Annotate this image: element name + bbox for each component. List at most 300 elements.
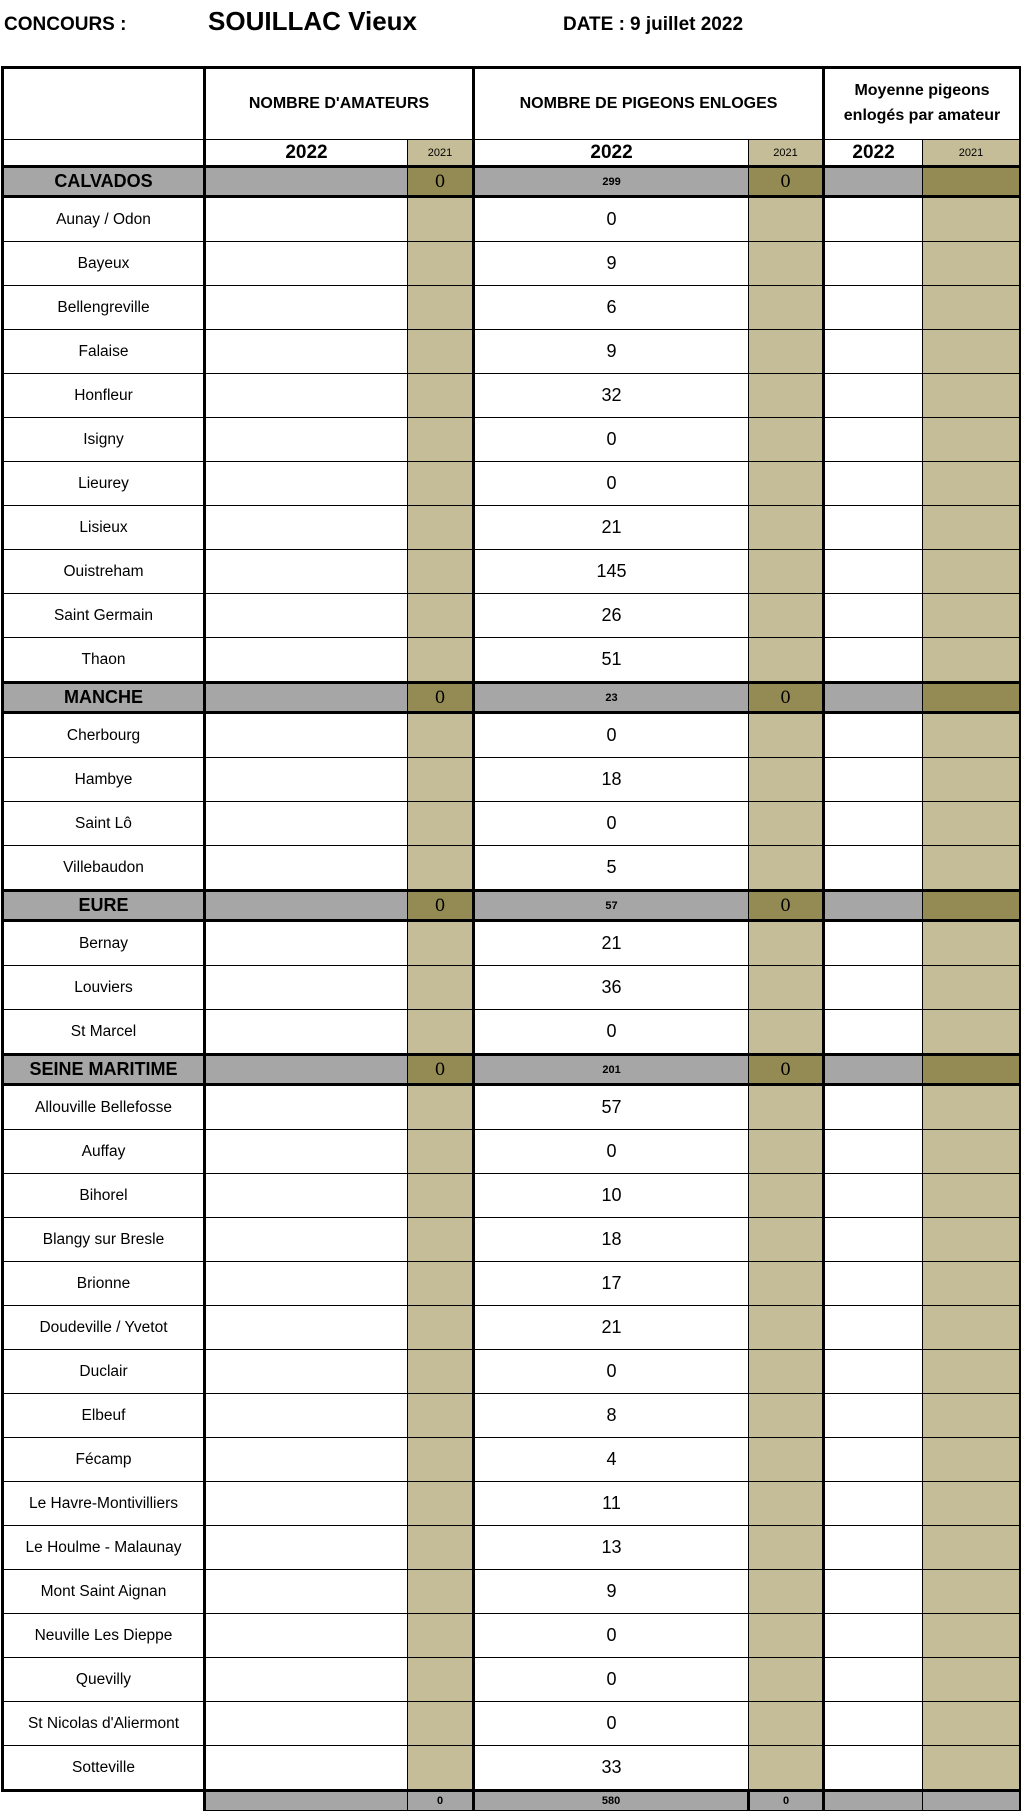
department-pigeons-2021: 0 (749, 683, 824, 713)
club-name: St Marcel (3, 1010, 205, 1055)
club-amateurs-2021 (408, 462, 474, 506)
club-pigeons-2021 (749, 594, 824, 638)
club-pigeons-2021 (749, 1306, 824, 1350)
club-amateurs-2022 (205, 330, 408, 374)
department-row (3, 683, 1021, 713)
club-row (3, 1702, 1021, 1746)
club-amateurs-2022 (205, 846, 408, 891)
club-pigeons-2021 (749, 418, 824, 462)
department-name: EURE (3, 891, 205, 921)
club-pigeons-2022: 33 (474, 1746, 749, 1791)
club-moyenne-2021 (923, 374, 1021, 418)
club-name: Bellengreville (3, 286, 205, 330)
club-amateurs-2022 (205, 1570, 408, 1614)
club-pigeons-2021 (749, 197, 824, 242)
club-amateurs-2021 (408, 1746, 474, 1791)
club-moyenne-2022 (824, 1174, 923, 1218)
club-name: Sotteville (3, 1746, 205, 1791)
club-name: St Nicolas d'Aliermont (3, 1702, 205, 1746)
club-moyenne-2022 (824, 1218, 923, 1262)
club-pigeons-2021 (749, 242, 824, 286)
club-moyenne-2022 (824, 1394, 923, 1438)
club-amateurs-2022 (205, 1306, 408, 1350)
club-row (3, 966, 1021, 1010)
club-moyenne-2022 (824, 921, 923, 966)
club-pigeons-2021 (749, 462, 824, 506)
department-amateurs-2021: 0 (408, 683, 474, 713)
club-moyenne-2021 (923, 1658, 1021, 1702)
club-moyenne-2022 (824, 197, 923, 242)
club-pigeons-2022: 0 (474, 713, 749, 758)
club-pigeons-2022: 4 (474, 1438, 749, 1482)
club-amateurs-2022 (205, 1394, 408, 1438)
club-moyenne-2022 (824, 242, 923, 286)
club-row (3, 758, 1021, 802)
club-moyenne-2022 (824, 506, 923, 550)
club-amateurs-2021 (408, 846, 474, 891)
club-pigeons-2022: 0 (474, 418, 749, 462)
club-amateurs-2021 (408, 506, 474, 550)
club-amateurs-2021 (408, 1614, 474, 1658)
club-moyenne-2021 (923, 921, 1021, 966)
club-pigeons-2021 (749, 550, 824, 594)
club-pigeons-2022: 51 (474, 638, 749, 683)
club-name: Thaon (3, 638, 205, 683)
department-moyenne-2021 (923, 167, 1021, 197)
corner-cell (3, 68, 205, 140)
club-row (3, 638, 1021, 683)
club-pigeons-2021 (749, 1614, 824, 1658)
club-row (3, 1570, 1021, 1614)
club-amateurs-2021 (408, 594, 474, 638)
department-row (3, 167, 1021, 197)
club-amateurs-2021 (408, 1526, 474, 1570)
club-pigeons-2021 (749, 638, 824, 683)
club-amateurs-2021 (408, 966, 474, 1010)
club-name: Blangy sur Bresle (3, 1218, 205, 1262)
club-row (3, 1306, 1021, 1350)
pigeons-year-current: 2022 (474, 140, 749, 167)
department-name: SEINE MARITIME (3, 1055, 205, 1085)
department-name: CALVADOS (3, 167, 205, 197)
club-moyenne-2022 (824, 713, 923, 758)
club-moyenne-2021 (923, 846, 1021, 891)
amateurs-column-title: NOMBRE D'AMATEURS (205, 68, 474, 140)
club-amateurs-2022 (205, 197, 408, 242)
club-moyenne-2021 (923, 506, 1021, 550)
club-moyenne-2022 (824, 1482, 923, 1526)
club-pigeons-2022: 145 (474, 550, 749, 594)
club-pigeons-2022: 0 (474, 1010, 749, 1055)
club-row (3, 594, 1021, 638)
pigeons-year-previous: 2021 (749, 140, 824, 167)
department-moyenne-2022 (824, 167, 923, 197)
club-pigeons-2022: 0 (474, 1614, 749, 1658)
club-amateurs-2021 (408, 330, 474, 374)
club-pigeons-2022: 5 (474, 846, 749, 891)
department-amateurs-2021: 0 (408, 1055, 474, 1085)
club-name: Allouville Bellefosse (3, 1085, 205, 1130)
club-pigeons-2021 (749, 758, 824, 802)
club-amateurs-2021 (408, 1570, 474, 1614)
club-name: Cherbourg (3, 713, 205, 758)
club-moyenne-2021 (923, 1746, 1021, 1791)
department-pigeons-2022: 201 (474, 1055, 749, 1085)
totals-moyenne-2022 (824, 1791, 923, 1811)
club-moyenne-2021 (923, 1085, 1021, 1130)
club-row (3, 550, 1021, 594)
department-pigeons-2022: 57 (474, 891, 749, 921)
club-pigeons-2021 (749, 802, 824, 846)
club-name: Lisieux (3, 506, 205, 550)
department-pigeons-2022: 23 (474, 683, 749, 713)
club-moyenne-2021 (923, 594, 1021, 638)
club-pigeons-2022: 0 (474, 1350, 749, 1394)
club-amateurs-2022 (205, 462, 408, 506)
club-pigeons-2022: 13 (474, 1526, 749, 1570)
pigeons-column-title: NOMBRE DE PIGEONS ENLOGES (474, 68, 824, 140)
club-name: Auffay (3, 1130, 205, 1174)
club-name: Aunay / Odon (3, 197, 205, 242)
club-name: Bernay (3, 921, 205, 966)
club-moyenne-2021 (923, 1262, 1021, 1306)
club-pigeons-2022: 26 (474, 594, 749, 638)
club-amateurs-2022 (205, 921, 408, 966)
club-row (3, 286, 1021, 330)
club-name: Saint Germain (3, 594, 205, 638)
club-amateurs-2022 (205, 1438, 408, 1482)
club-amateurs-2021 (408, 242, 474, 286)
club-moyenne-2022 (824, 594, 923, 638)
club-pigeons-2022: 21 (474, 1306, 749, 1350)
club-moyenne-2021 (923, 1526, 1021, 1570)
club-amateurs-2022 (205, 286, 408, 330)
club-row (3, 1010, 1021, 1055)
club-pigeons-2021 (749, 1438, 824, 1482)
club-moyenne-2021 (923, 1438, 1021, 1482)
club-name: Mont Saint Aignan (3, 1570, 205, 1614)
club-pigeons-2022: 8 (474, 1394, 749, 1438)
club-amateurs-2022 (205, 550, 408, 594)
club-pigeons-2022: 0 (474, 462, 749, 506)
club-moyenne-2021 (923, 1570, 1021, 1614)
club-amateurs-2021 (408, 1350, 474, 1394)
amateurs-year-previous: 2021 (408, 140, 474, 167)
club-amateurs-2021 (408, 1262, 474, 1306)
moyenne-year-previous: 2021 (923, 140, 1021, 167)
club-amateurs-2022 (205, 1702, 408, 1746)
club-pigeons-2021 (749, 1702, 824, 1746)
club-pigeons-2021 (749, 1746, 824, 1791)
department-amateurs-2022 (205, 891, 408, 921)
department-amateurs-2022 (205, 167, 408, 197)
club-name: Honfleur (3, 374, 205, 418)
club-amateurs-2021 (408, 1658, 474, 1702)
department-row (3, 1055, 1021, 1085)
club-pigeons-2021 (749, 1010, 824, 1055)
club-pigeons-2021 (749, 1394, 824, 1438)
club-name: Falaise (3, 330, 205, 374)
club-pigeons-2022: 9 (474, 1570, 749, 1614)
club-pigeons-2021 (749, 921, 824, 966)
club-amateurs-2022 (205, 1262, 408, 1306)
moyenne-column-title: Moyenne pigeons enlogés par amateur (824, 68, 1021, 140)
club-amateurs-2021 (408, 1010, 474, 1055)
club-moyenne-2022 (824, 1570, 923, 1614)
club-moyenne-2021 (923, 758, 1021, 802)
amateurs-year-current: 2022 (205, 140, 408, 167)
club-moyenne-2021 (923, 638, 1021, 683)
club-moyenne-2021 (923, 197, 1021, 242)
club-moyenne-2021 (923, 462, 1021, 506)
club-moyenne-2022 (824, 846, 923, 891)
club-pigeons-2022: 9 (474, 330, 749, 374)
club-amateurs-2022 (205, 713, 408, 758)
club-moyenne-2021 (923, 1482, 1021, 1526)
club-pigeons-2022: 0 (474, 1658, 749, 1702)
club-amateurs-2021 (408, 758, 474, 802)
club-name: Bihorel (3, 1174, 205, 1218)
club-amateurs-2021 (408, 1438, 474, 1482)
club-pigeons-2021 (749, 1262, 824, 1306)
club-name: Duclair (3, 1350, 205, 1394)
club-pigeons-2021 (749, 1085, 824, 1130)
club-amateurs-2021 (408, 713, 474, 758)
club-row (3, 506, 1021, 550)
year-row (3, 140, 1021, 167)
club-name: Louviers (3, 966, 205, 1010)
club-amateurs-2022 (205, 1010, 408, 1055)
club-moyenne-2021 (923, 966, 1021, 1010)
club-amateurs-2022 (205, 418, 408, 462)
club-pigeons-2022: 10 (474, 1174, 749, 1218)
totals-moyenne-2021 (923, 1791, 1021, 1811)
club-pigeons-2022: 32 (474, 374, 749, 418)
club-moyenne-2022 (824, 638, 923, 683)
department-amateurs-2021: 0 (408, 891, 474, 921)
club-moyenne-2022 (824, 758, 923, 802)
club-moyenne-2021 (923, 330, 1021, 374)
club-amateurs-2022 (205, 1482, 408, 1526)
club-amateurs-2021 (408, 418, 474, 462)
club-amateurs-2022 (205, 758, 408, 802)
club-pigeons-2021 (749, 1218, 824, 1262)
club-amateurs-2021 (408, 1394, 474, 1438)
club-pigeons-2022: 36 (474, 966, 749, 1010)
club-moyenne-2022 (824, 1085, 923, 1130)
club-pigeons-2022: 18 (474, 1218, 749, 1262)
club-row (3, 1438, 1021, 1482)
department-row (3, 891, 1021, 921)
club-amateurs-2022 (205, 1218, 408, 1262)
club-pigeons-2022: 17 (474, 1262, 749, 1306)
club-moyenne-2021 (923, 1702, 1021, 1746)
club-moyenne-2021 (923, 1394, 1021, 1438)
club-pigeons-2021 (749, 846, 824, 891)
club-amateurs-2021 (408, 197, 474, 242)
club-pigeons-2021 (749, 330, 824, 374)
club-pigeons-2022: 57 (474, 1085, 749, 1130)
club-moyenne-2021 (923, 1218, 1021, 1262)
club-moyenne-2022 (824, 1010, 923, 1055)
club-amateurs-2022 (205, 1658, 408, 1702)
club-row (3, 197, 1021, 242)
department-pigeons-2022: 299 (474, 167, 749, 197)
club-moyenne-2022 (824, 1658, 923, 1702)
club-row (3, 1174, 1021, 1218)
club-moyenne-2022 (824, 1306, 923, 1350)
sheet-header (0, 0, 1021, 66)
club-name: Ouistreham (3, 550, 205, 594)
club-pigeons-2022: 21 (474, 921, 749, 966)
club-pigeons-2022: 21 (474, 506, 749, 550)
club-row (3, 1085, 1021, 1130)
club-moyenne-2022 (824, 374, 923, 418)
club-amateurs-2021 (408, 1218, 474, 1262)
club-amateurs-2022 (205, 638, 408, 683)
club-row (3, 1658, 1021, 1702)
club-amateurs-2022 (205, 506, 408, 550)
club-row (3, 242, 1021, 286)
department-name: MANCHE (3, 683, 205, 713)
department-moyenne-2021 (923, 683, 1021, 713)
club-moyenne-2021 (923, 1174, 1021, 1218)
totals-amateurs-2021: 0 (408, 1791, 474, 1811)
club-amateurs-2022 (205, 1130, 408, 1174)
club-row (3, 1350, 1021, 1394)
club-amateurs-2021 (408, 1306, 474, 1350)
club-pigeons-2021 (749, 506, 824, 550)
club-amateurs-2021 (408, 1085, 474, 1130)
club-moyenne-2022 (824, 330, 923, 374)
club-name: Fécamp (3, 1438, 205, 1482)
club-pigeons-2021 (749, 1570, 824, 1614)
club-name: Le Havre-Montivilliers (3, 1482, 205, 1526)
club-moyenne-2021 (923, 1350, 1021, 1394)
club-row (3, 713, 1021, 758)
date-label: DATE : (563, 14, 625, 35)
club-moyenne-2021 (923, 1306, 1021, 1350)
club-pigeons-2021 (749, 713, 824, 758)
club-row (3, 921, 1021, 966)
club-moyenne-2021 (923, 418, 1021, 462)
club-row (3, 462, 1021, 506)
department-pigeons-2021: 0 (749, 167, 824, 197)
club-pigeons-2022: 0 (474, 802, 749, 846)
department-moyenne-2022 (824, 891, 923, 921)
club-amateurs-2022 (205, 594, 408, 638)
club-name: Quevilly (3, 1658, 205, 1702)
club-name: Isigny (3, 418, 205, 462)
club-name: Saint Lô (3, 802, 205, 846)
club-pigeons-2021 (749, 1130, 824, 1174)
club-amateurs-2022 (205, 1174, 408, 1218)
club-row (3, 1394, 1021, 1438)
concours-value: SOUILLAC Vieux (208, 6, 418, 36)
department-moyenne-2021 (923, 1055, 1021, 1085)
club-moyenne-2022 (824, 1702, 923, 1746)
club-moyenne-2022 (824, 1350, 923, 1394)
club-pigeons-2022: 0 (474, 197, 749, 242)
club-amateurs-2022 (205, 1614, 408, 1658)
department-pigeons-2021: 0 (749, 1055, 824, 1085)
club-moyenne-2021 (923, 286, 1021, 330)
club-moyenne-2022 (824, 462, 923, 506)
club-moyenne-2022 (824, 966, 923, 1010)
club-amateurs-2021 (408, 1174, 474, 1218)
club-moyenne-2022 (824, 802, 923, 846)
club-moyenne-2021 (923, 242, 1021, 286)
club-pigeons-2022: 11 (474, 1482, 749, 1526)
club-moyenne-2021 (923, 1010, 1021, 1055)
department-moyenne-2022 (824, 683, 923, 713)
club-amateurs-2022 (205, 802, 408, 846)
club-pigeons-2021 (749, 1174, 824, 1218)
club-amateurs-2021 (408, 638, 474, 683)
club-pigeons-2021 (749, 1658, 824, 1702)
results-table (1, 66, 1021, 1811)
club-moyenne-2022 (824, 1526, 923, 1570)
club-amateurs-2022 (205, 1746, 408, 1791)
club-name: Neuville Les Dieppe (3, 1614, 205, 1658)
club-amateurs-2022 (205, 374, 408, 418)
club-row (3, 1482, 1021, 1526)
club-moyenne-2021 (923, 713, 1021, 758)
date-value: 9 juillet 2022 (630, 14, 744, 35)
club-amateurs-2022 (205, 966, 408, 1010)
club-pigeons-2022: 0 (474, 1130, 749, 1174)
club-name: Le Houlme - Malaunay (3, 1526, 205, 1570)
club-moyenne-2022 (824, 1746, 923, 1791)
club-moyenne-2021 (923, 802, 1021, 846)
club-moyenne-2022 (824, 286, 923, 330)
department-moyenne-2022 (824, 1055, 923, 1085)
concours-label: CONCOURS : (4, 14, 127, 35)
club-row (3, 846, 1021, 891)
club-pigeons-2022: 18 (474, 758, 749, 802)
department-amateurs-2021: 0 (408, 167, 474, 197)
club-row (3, 330, 1021, 374)
club-row (3, 1614, 1021, 1658)
department-pigeons-2021: 0 (749, 891, 824, 921)
club-row (3, 418, 1021, 462)
club-row (3, 1130, 1021, 1174)
club-amateurs-2022 (205, 1526, 408, 1570)
club-amateurs-2022 (205, 242, 408, 286)
club-name: Villebaudon (3, 846, 205, 891)
club-moyenne-2022 (824, 418, 923, 462)
totals-row (3, 1791, 1021, 1811)
club-pigeons-2021 (749, 1526, 824, 1570)
club-amateurs-2021 (408, 550, 474, 594)
club-pigeons-2021 (749, 286, 824, 330)
club-name: Elbeuf (3, 1394, 205, 1438)
club-amateurs-2021 (408, 374, 474, 418)
club-pigeons-2021 (749, 374, 824, 418)
club-row (3, 1218, 1021, 1262)
moyenne-year-current: 2022 (824, 140, 923, 167)
totals-pigeons-2022: 580 (474, 1791, 749, 1811)
column-title-row (3, 68, 1021, 140)
club-row (3, 802, 1021, 846)
club-amateurs-2021 (408, 802, 474, 846)
club-amateurs-2021 (408, 286, 474, 330)
club-row (3, 1746, 1021, 1791)
totals-amateurs-2022 (205, 1791, 408, 1811)
club-name: Doudeville / Yvetot (3, 1306, 205, 1350)
club-row (3, 374, 1021, 418)
club-moyenne-2022 (824, 1438, 923, 1482)
